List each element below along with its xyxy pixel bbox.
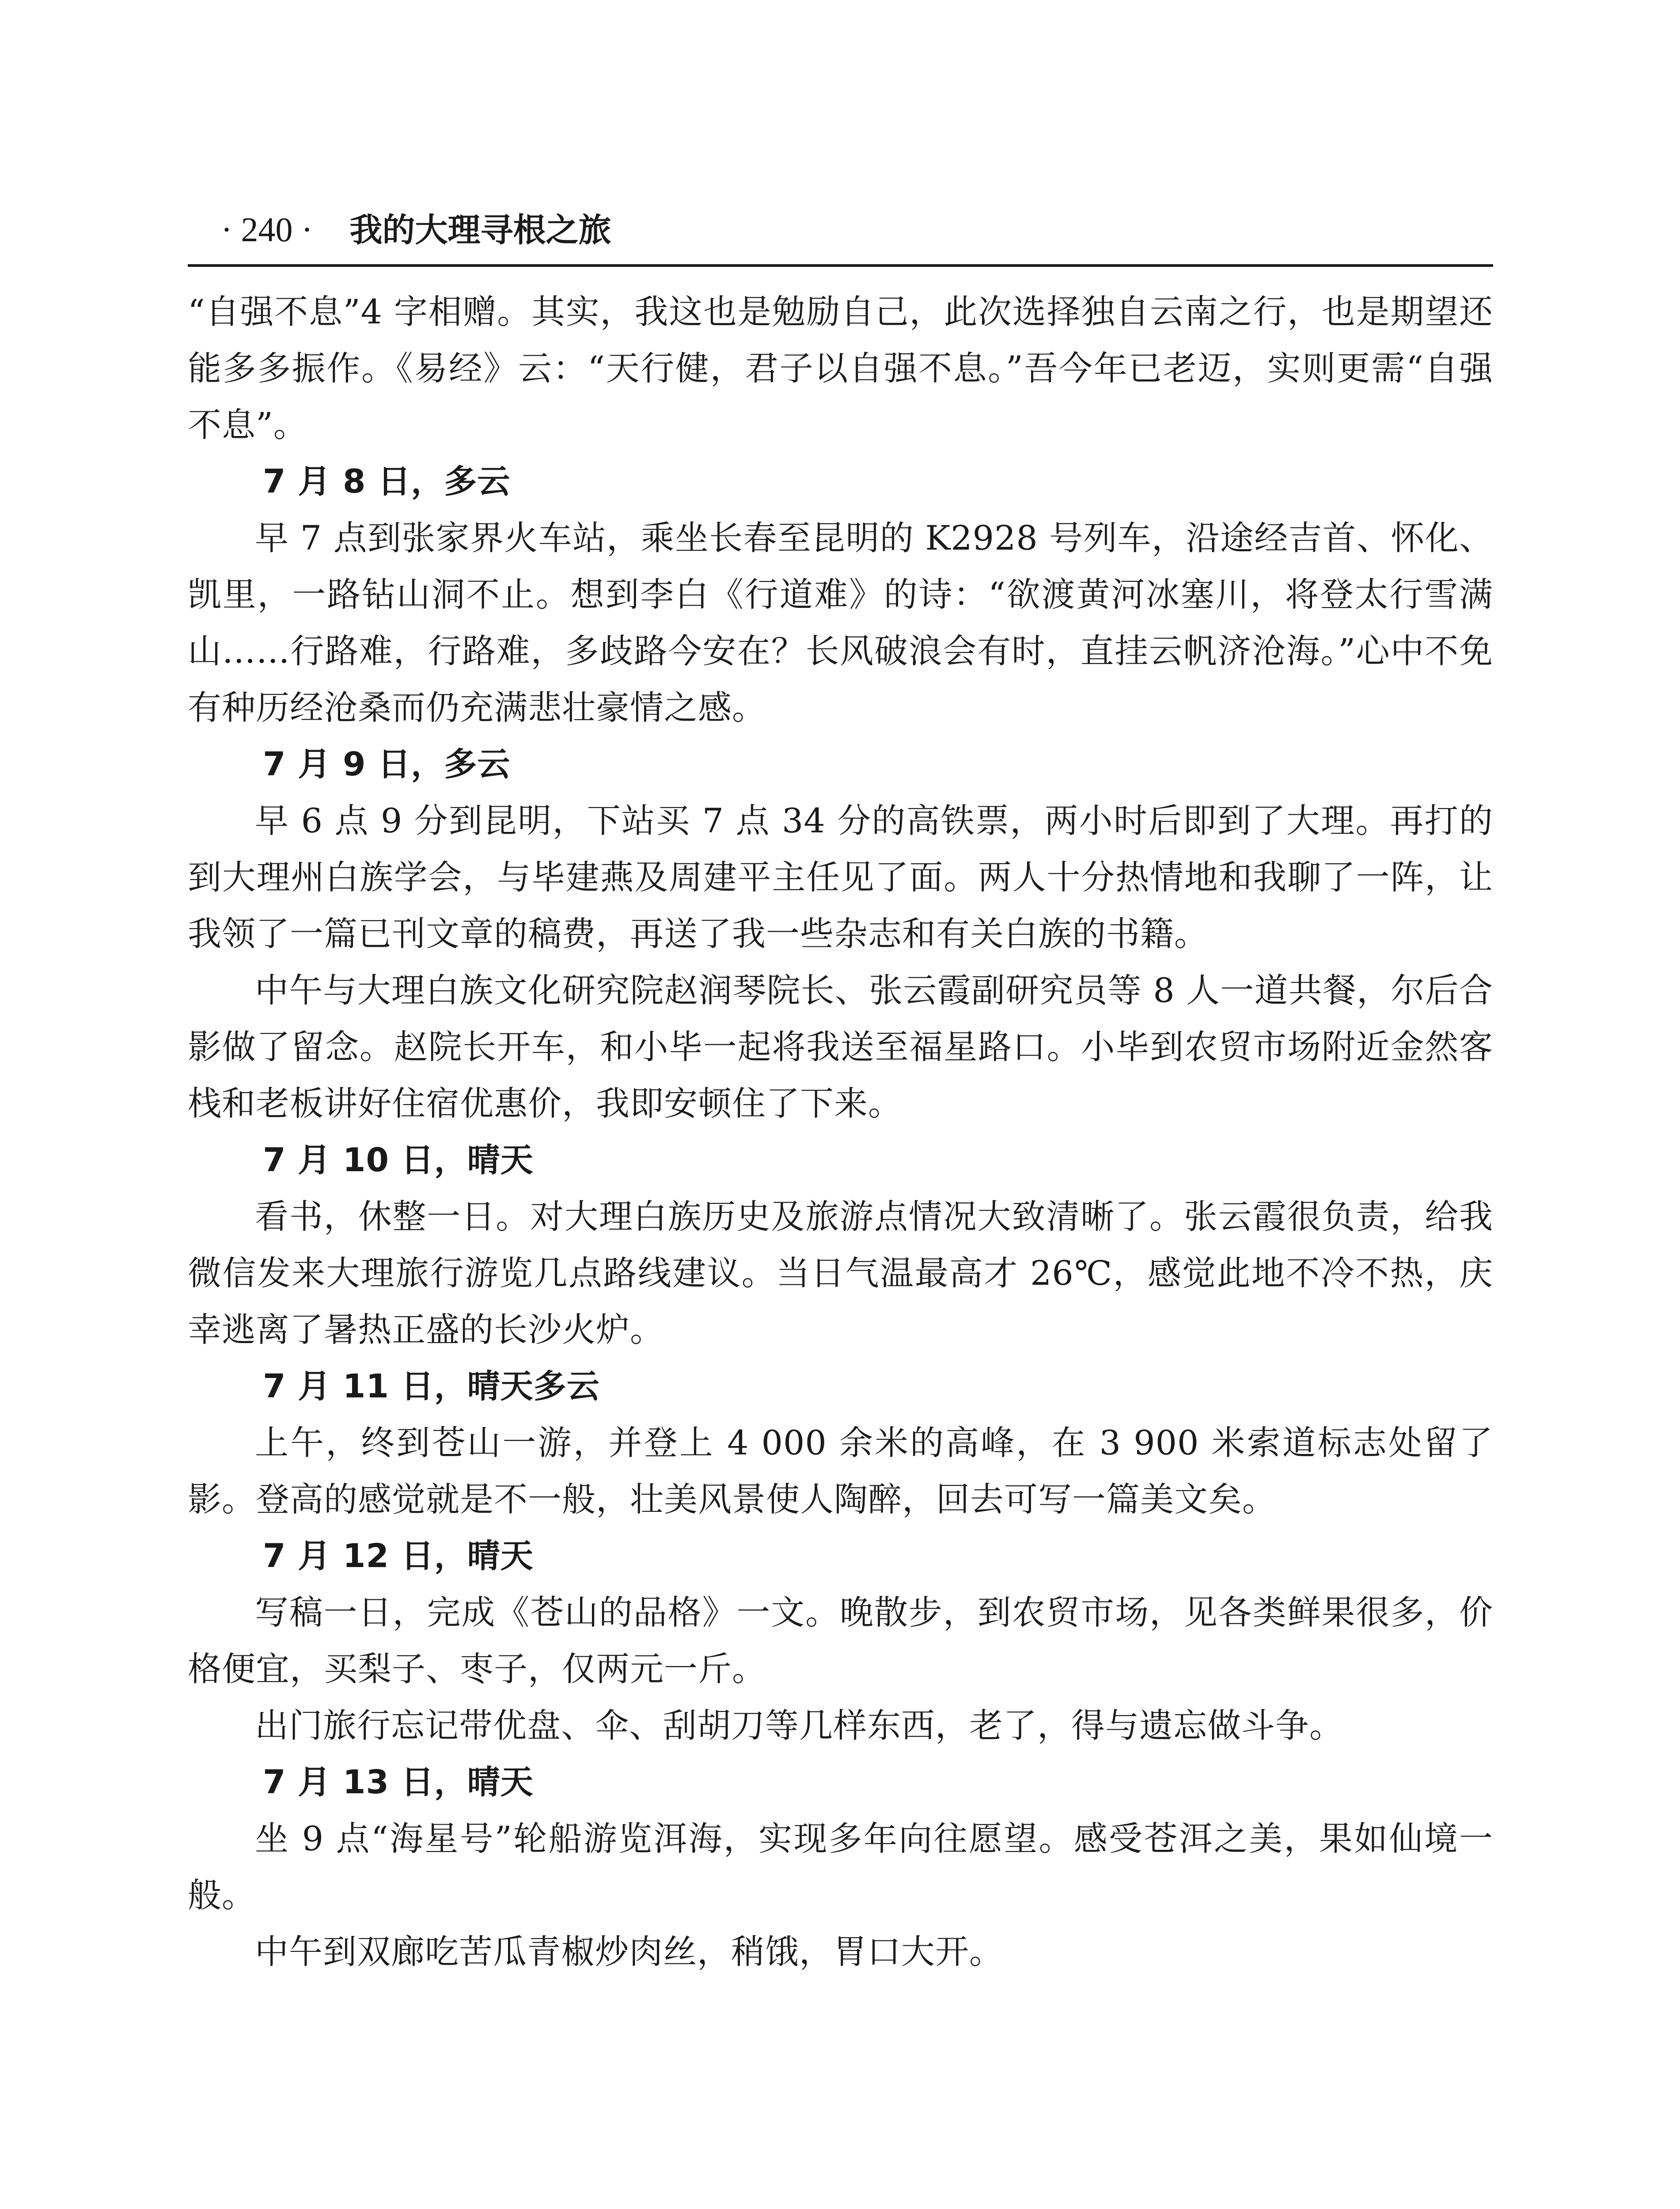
paragraph: 写稿一日，完成《苍山的品格》一文。晚散步，到农贸市场，见各类鲜果很多，价格便宜，买梨子、枣子，仅两元一斤。 — [188, 1593, 1493, 1689]
diary-date-heading: 7 月 11 日，晴天多云 — [263, 1367, 600, 1405]
paragraph: 中午与大理白族文化研究院赵润琴院长、张云霞副研究员等 8 人一道共餐，尔后合影做了留念。赵院长开车，和小毕一起将我送至福星路口。小毕到农贸市场附近金然客栈和老板讲好住宿优惠价，我即安顿住了下来。 — [188, 971, 1493, 1123]
paragraph: 看书，休整一日。对大理白族历史及旅游点情况大致清晰了。张云霞很负责，给我微信发来大理旅行游览几点路线建议。当日气温最高才 26℃，感觉此地不冷不热，庆幸逃离了暑热正盛的长沙火炉。 — [188, 1197, 1493, 1349]
paragraph: 早 7 点到张家界火车站，乘坐长春至昆明的 K2928 号列车，沿途经吉首、怀化、凯里，一路钻山洞不止。想到李白《行道难》的诗：“欲渡黄河冰塞川，将登太行雪满山……行路难，行路难，多歧路今安在？长风破浪会有时，直挂云帆济沧海。”心中不免有种历经沧桑而仍充满悲壮豪情之感。 — [188, 518, 1493, 727]
book-title: 我的大理寻根之旅 — [349, 211, 611, 249]
paragraph-continued: “自强不息”4 字相赠。其实，我这也是勉励自己，此次选择独自云南之行，也是期望还能多多振作。《易经》云：“天行健，君子以自强不息。”吾今年已老迈，实则更需“自强不息”。 — [188, 292, 1493, 444]
diary-date-heading: 7 月 10 日，晴天 — [263, 1141, 534, 1179]
paragraph: 上午，终到苍山一游，并登上 4 000 余米的高峰，在 3 900 米索道标志处留了影。登高的感觉就是不一般，壮美风景使人陶醉，回去可写一篇美文矣。 — [188, 1423, 1493, 1519]
page-number: · 240 · — [221, 210, 313, 249]
paragraph: 出门旅行忘记带优盘、伞、刮胡刀等几样东西，老了，得与遗忘做斗争。 — [255, 1706, 1343, 1745]
paragraph: 中午到双廊吃苦瓜青椒炒肉丝，稍饿，胃口大开。 — [255, 1932, 1003, 1971]
diary-date-heading: 7 月 9 日，多云 — [263, 745, 511, 783]
paragraph: 早 6 点 9 分到昆明，下站买 7 点 34 分的高铁票，两小时后即到了大理。再打的到大理州白族学会，与毕建燕及周建平主任见了面。两人十分热情地和我聊了一阵，让我领了一篇已刊文章的稿费，再送了我一些杂志和有关白族的书籍。 — [188, 801, 1493, 953]
diary-date-heading: 7 月 12 日，晴天 — [263, 1537, 534, 1575]
running-header — [221, 197, 1489, 263]
diary-date-heading: 7 月 8 日，多云 — [263, 463, 511, 501]
page-body — [188, 284, 1493, 1980]
paragraph: 坐 9 点“海星号”轮船游览洱海，实现多年向往愿望。感受苍洱之美，果如仙境一般。 — [188, 1819, 1493, 1915]
header-rule — [188, 264, 1493, 267]
diary-date-heading: 7 月 13 日，晴天 — [263, 1763, 534, 1801]
